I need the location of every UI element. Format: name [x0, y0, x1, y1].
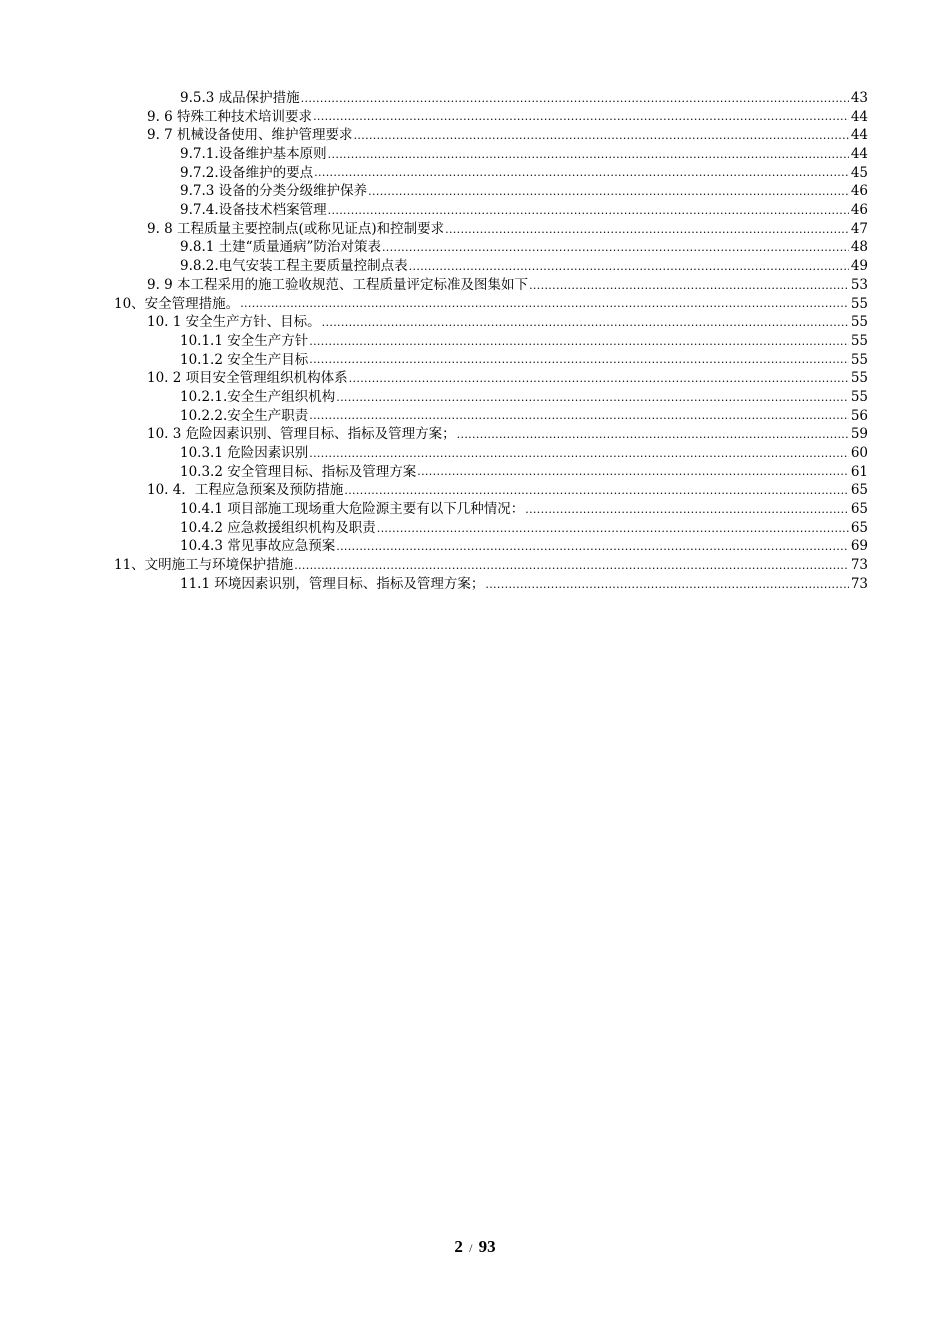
toc-entry[interactable] [114, 295, 868, 314]
toc-entry-page-number: 47 [850, 220, 868, 237]
toc-entry-page-number: 55 [850, 332, 868, 349]
toc-entry-title: 9. 9 本工程采用的施工验收规范、工程质量评定标准及图集如下 [147, 276, 529, 293]
toc-entry[interactable] [114, 388, 868, 407]
toc-dot-leader [322, 313, 849, 332]
toc-entry[interactable] [114, 407, 868, 426]
page-separator: / [469, 1241, 473, 1255]
toc-entry[interactable] [114, 556, 868, 575]
toc-entry-page-number: 55 [850, 295, 868, 312]
toc-entry-title: 10.1.1 安全生产方针 [180, 332, 309, 349]
toc-entry[interactable] [114, 276, 868, 295]
toc-entry-page-number: 73 [850, 557, 868, 574]
current-page-number: 2 [454, 1237, 463, 1256]
toc-entry-page-number: 44 [850, 127, 868, 144]
toc-entry-title: 10.2.2.安全生产职责 [180, 407, 309, 424]
toc-entry[interactable] [114, 332, 868, 351]
toc-dot-leader [445, 220, 849, 239]
toc-entry[interactable] [114, 108, 868, 127]
toc-entry[interactable] [114, 145, 868, 164]
toc-entry-page-number: 46 [850, 183, 868, 200]
toc-dot-leader [309, 444, 849, 463]
toc-entry-page-number: 55 [850, 314, 868, 331]
toc-entry-page-number: 43 [850, 89, 868, 106]
toc-dot-leader [344, 481, 849, 500]
toc-entry[interactable] [114, 239, 868, 258]
toc-entry[interactable] [114, 369, 868, 388]
toc-entry-title: 9.8.2.电气安装工程主要质量控制点表 [180, 258, 408, 275]
toc-entry-title: 10.2.1.安全生产组织机构 [180, 388, 336, 405]
toc-entry[interactable] [114, 182, 868, 201]
toc-entry-title: 11.1 环境因素识别，管理目标、指标及管理方案； [180, 575, 485, 592]
toc-entry-page-number: 55 [850, 388, 868, 405]
toc-entry-title: 10. 4．工程应急预案及预防措施 [147, 482, 344, 499]
toc-entry-page-number: 73 [850, 575, 868, 592]
toc-entry[interactable] [114, 126, 868, 145]
toc-dot-leader [309, 351, 849, 370]
toc-entry[interactable] [114, 444, 868, 463]
toc-entry[interactable] [114, 538, 868, 557]
toc-entry-title: 10.3.1 危险因素识别 [180, 445, 309, 462]
toc-dot-leader [377, 519, 849, 538]
total-page-count: 93 [478, 1237, 496, 1256]
toc-entry-title: 9. 6 特殊工种技术培训要求 [147, 108, 313, 125]
toc-entry-title: 10.4.1 项目部施工现场重大危险源主要有以下几种情况： [180, 501, 525, 518]
toc-entry-page-number: 60 [850, 445, 868, 462]
toc-dot-leader [328, 201, 849, 220]
toc-entry-page-number: 48 [850, 239, 868, 256]
toc-dot-leader [525, 500, 849, 519]
toc-dot-leader [294, 556, 849, 575]
toc-dot-leader [485, 575, 849, 594]
toc-dot-leader [301, 89, 849, 108]
toc-entry-title: 9.7.4.设备技术档案管理 [180, 202, 327, 219]
toc-entry[interactable] [114, 164, 868, 183]
toc-entry-title: 10.4.2 应急救援组织机构及职责 [180, 519, 376, 536]
toc-entry-page-number: 59 [850, 426, 868, 443]
toc-entry-page-number: 69 [850, 538, 868, 555]
toc-entry[interactable] [114, 575, 868, 594]
toc-entry-page-number: 65 [850, 519, 868, 536]
toc-dot-leader [313, 108, 849, 127]
toc-entry-title: 10.3.2 安全管理目标、指标及管理方案 [180, 463, 417, 480]
table-of-contents [114, 89, 868, 594]
toc-dot-leader [457, 425, 849, 444]
toc-entry-title: 10. 2 项目安全管理组织机构体系 [147, 370, 348, 387]
toc-entry-title: 9.7.1.设备维护基本原则 [180, 146, 327, 163]
page-number-footer [0, 1237, 950, 1257]
toc-entry-title: 9. 8 工程质量主要控制点(或称见证点)和控制要求 [147, 220, 445, 237]
toc-entry-title: 10.1.2 安全生产目标 [180, 351, 309, 368]
toc-entry[interactable] [114, 313, 868, 332]
toc-entry[interactable] [114, 351, 868, 370]
toc-entry[interactable] [114, 220, 868, 239]
toc-entry[interactable] [114, 481, 868, 500]
toc-entry-title: 9.8.1 土建“质量通病”防治对策表 [180, 239, 381, 256]
toc-entry-page-number: 46 [850, 202, 868, 219]
toc-entry-title: 10、安全管理措施。 [114, 295, 240, 312]
toc-dot-leader [240, 295, 849, 314]
toc-dot-leader [382, 239, 849, 258]
toc-entry-page-number: 45 [850, 164, 868, 181]
toc-entry-page-number: 61 [850, 463, 868, 480]
toc-dot-leader [336, 388, 849, 407]
toc-dot-leader [368, 182, 849, 201]
toc-entry-page-number: 65 [850, 482, 868, 499]
toc-entry-page-number: 55 [850, 370, 868, 387]
toc-entry-title: 10.4.3 常见事故应急预案 [180, 538, 336, 555]
toc-entry[interactable] [114, 500, 868, 519]
toc-dot-leader [309, 332, 849, 351]
toc-dot-leader [314, 164, 849, 183]
toc-entry-page-number: 53 [850, 276, 868, 293]
toc-dot-leader [417, 463, 849, 482]
toc-dot-leader [409, 257, 849, 276]
toc-entry[interactable] [114, 425, 868, 444]
toc-entry-page-number: 56 [850, 407, 868, 424]
toc-dot-leader [349, 369, 849, 388]
toc-entry-title: 10. 1 安全生产方针、目标。 [147, 314, 321, 331]
toc-entry-title: 9. 7 机械设备使用、维护管理要求 [147, 127, 353, 144]
toc-dot-leader [336, 538, 849, 557]
toc-entry-title: 9.5.3 成品保护措施 [180, 89, 300, 106]
toc-entry[interactable] [114, 201, 868, 220]
toc-entry-title: 10. 3 危险因素识别、管理目标、指标及管理方案； [147, 426, 456, 443]
toc-dot-leader [309, 407, 849, 426]
toc-entry[interactable] [114, 89, 868, 108]
toc-entry-title: 9.7.3 设备的分类分级维护保养 [180, 183, 368, 200]
toc-dot-leader [328, 145, 849, 164]
toc-entry[interactable] [114, 519, 868, 538]
toc-entry-page-number: 55 [850, 351, 868, 368]
toc-dot-leader [354, 126, 849, 145]
toc-entry[interactable] [114, 463, 868, 482]
toc-dot-leader [529, 276, 849, 295]
toc-entry-title: 11、文明施工与环境保护措施 [114, 557, 294, 574]
toc-entry-title: 9.7.2.设备维护的要点 [180, 164, 314, 181]
toc-entry-page-number: 44 [850, 146, 868, 163]
toc-entry-page-number: 49 [850, 258, 868, 275]
toc-entry-page-number: 44 [850, 108, 868, 125]
toc-entry-page-number: 65 [850, 501, 868, 518]
toc-entry[interactable] [114, 257, 868, 276]
